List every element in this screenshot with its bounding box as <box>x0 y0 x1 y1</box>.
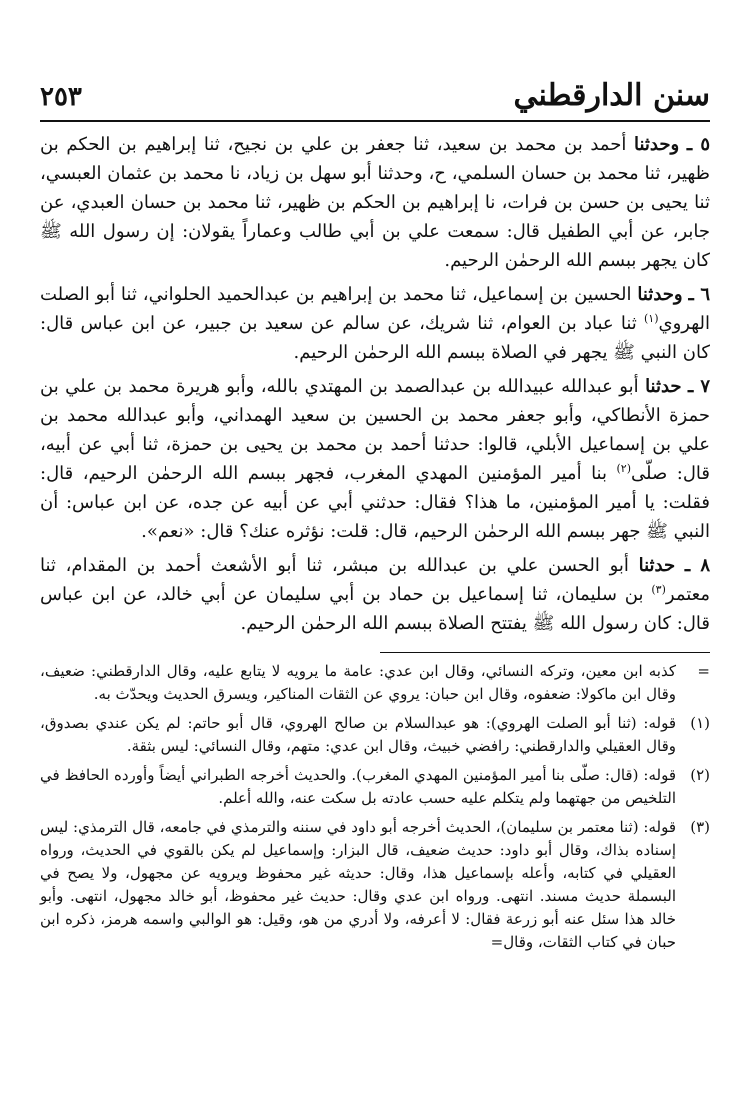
footnote-text: كذبه ابن معين، وتركه النسائي، وقال ابن عدي: عامة ما يرويه لا يتابع عليه، وقال الدارقطني: ضعيف، وقال ابن ماكولا: ضعفوه، وقال ابن حبان: يروي عن الثقات المناكير، ويسرق الحديث ويحدّث به. <box>40 662 676 703</box>
footnote-separator <box>380 652 710 653</box>
book-title: سنن الدارقطني <box>513 78 710 113</box>
header-rule <box>40 120 710 122</box>
hadith-paragraph <box>40 551 710 638</box>
hadith-paragraph <box>40 130 710 275</box>
hadith-lead: حدثنا <box>638 555 676 576</box>
hadith-lead: حدثنا <box>645 376 682 397</box>
hadith-number: ٨ ـ <box>684 555 710 576</box>
hadith-lead: وحدثنا <box>633 134 680 155</box>
main-text <box>40 130 710 638</box>
hadith-number: ٧ ـ <box>688 376 710 397</box>
footnote <box>40 660 710 706</box>
hadith-text: الحسين بن إسماعيل، ثنا محمد بن إبراهيم بن عبدالحميد الحلواني، ثنا أبو الصلت الهروي <box>40 284 710 334</box>
hadith-text: أحمد بن محمد بن سعيد، ثنا جعفر بن علي بن نجيح، ثنا إبراهيم بن الحكم بن ظهير، ثنا محمد بن حسان السلمي، ح، وحدثنا أبو سهل بن زياد، نا محمد بن عثمان العبسي، ثنا يحيى بن حسن بن فرات، نا إبراهيم بن الحكم بن ظهير، ثنا محمد بن حسان العبدي، عن جابر، عن أبي الطفيل قال: سمعت علي بن أبي طالب وعماراً يقولان: إن رسول الله ﷺ كان يجهر ببسم الله الرحمٰن الرحيم. <box>40 134 710 271</box>
footnote <box>40 764 710 810</box>
footnote-text: قوله: (ثنا أبو الصلت الهروي): هو عبدالسلام بن صالح الهروي، قال أبو حاتم: لم يكن عندي بصدوق، وقال العقيلي والدارقطني: رافضي خبيث، وقال ابن عدي: متهم، وقال النسائي: ليس بثقة. <box>40 714 676 755</box>
footnote-reference[interactable]: (٣) <box>651 583 666 596</box>
footnote-reference[interactable]: (١) <box>643 312 659 325</box>
footnotes <box>40 660 710 960</box>
footnote-marker: (١) <box>690 714 710 732</box>
hadith-text: بنا أمير المؤمنين المهدي المغرب، فجهر ببسم الله الرحمٰن الرحيم، قال: فقلت: يا أمير المؤمنين، ما هذا؟ فقال: حدثني أبي عن أبيه عن جده، عن ابن عباس: أن النبي ﷺ جهر ببسم الله الرحمٰن الرحيم، قال: قلت: نؤثره عنك؟ قال: «نعم». <box>40 463 710 542</box>
hadith-text: أبو الحسن علي بن عبدالله بن مبشر، ثنا أبو الأشعث أحمد بن المقدام، ثنا معتمر <box>40 555 710 605</box>
hadith-paragraph <box>40 280 710 367</box>
page-number: ٢٥٣ <box>40 82 82 112</box>
footnote-marker: (٢) <box>690 766 710 784</box>
footnote-text: قوله: (قال: صلّى بنا أمير المؤمنين المهدي المغرب). والحديث أخرجه الطبراني أيضاً وأورده الحافظ في التلخيص من جهتهما ولم يتكلم عليه حسب عادته بل سكت عنه، والله أعلم. <box>40 766 676 807</box>
footnote-text: قوله: (ثنا معتمر بن سليمان)، الحديث أخرجه أبو داود في سننه والترمذي في جامعه، قال الترمذي: ليس إسناده بذاك، وقال أبو داود: حديث ضعيف، قال البزار: وإسماعيل لم يكن بالقوي في الحديث، ورواه العقيلي في كتابه، وأعله بإسماعيل هذا، وقال: حديثه غير محفوظ ويرويه عن مجهول، ولا يصح في البسملة حديث مسند. انتهى. ورواه ابن عدي وقال: حديث غير محفوظ، أبو خالد مجهول، انتهى. وأبو خالد هذا سئل عنه أبو زرعة فقال: لا أعرفه، ولا أدري من هو، وقيل: هو الوالبي واسمه هرمز، ذكره ابن حبان في كتاب الثقات، وقال= <box>40 818 676 951</box>
page-header <box>40 78 710 122</box>
footnote-marker: (٣) <box>690 818 710 836</box>
footnote <box>40 816 710 954</box>
hadith-number: ٦ ـ <box>688 284 710 305</box>
footnote-marker: = <box>697 662 710 680</box>
hadith-paragraph <box>40 372 710 546</box>
hadith-lead: وحدثنا <box>637 284 683 305</box>
footnote <box>40 712 710 758</box>
hadith-text: بن سليمان، ثنا إسماعيل بن حماد بن أبي سليمان عن أبي خالد، عن ابن عباس قال: كان رسول الله ﷺ يفتتح الصلاة ببسم الله الرحمٰن الرحيم. <box>40 584 710 634</box>
hadith-number: ٥ ـ <box>686 134 710 155</box>
hadith-text: أبو عبدالله عبيدالله بن عبدالصمد بن المهتدي بالله، وأبو هريرة محمد بن علي بن حمزة الأنطاكي، وأبو جعفر محمد بن الحسين بن سعيد الهمداني، وأبو عبدالله محمد بن علي بن إسماعيل الأبلي، قالوا: حدثنا أحمد بن محمد بن يحيى بن حمزة، ثنا أبي عن أبيه، قال: صلّى <box>40 376 710 484</box>
footnote-reference[interactable]: (٢) <box>616 462 632 475</box>
hadith-text: ثنا عباد بن العوام، ثنا شريك، عن سالم عن سعيد بن جبير، عن ابن عباس قال: كان النبي ﷺ يجهر في الصلاة ببسم الله الرحمٰن الرحيم. <box>40 313 710 363</box>
